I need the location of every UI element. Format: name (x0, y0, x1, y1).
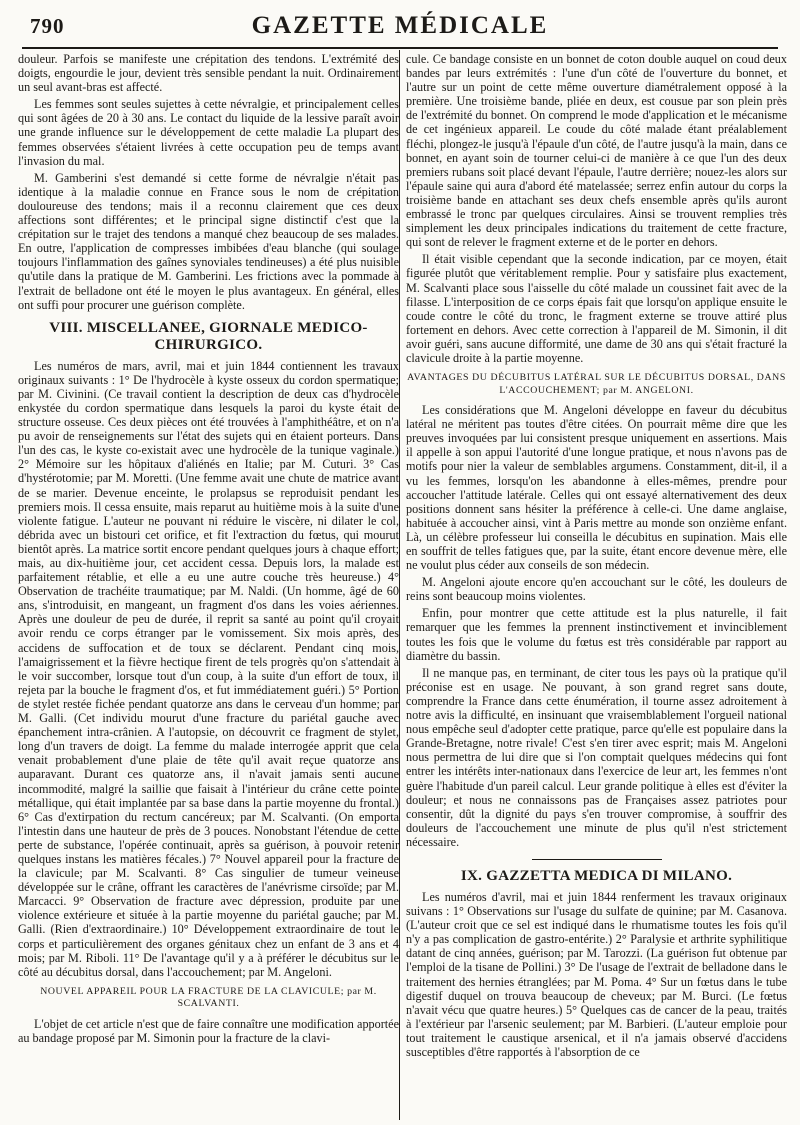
page-header (22, 6, 778, 46)
paragraph: M. Gamberini s'est demandé si cette forme de névralgie n'était pas identique à la maladie connue en France sous le nom de crépitation douloureuse des tendons; mais il a reconnu clairement que ces deux affections sont différentes; et le principal signe distinctif c'est que la crépitation sur le trajet des tendons a manqué chez beaucoup de ses malades. En outre, l'application de compresses imbibées d'eau blanche (qui soulage toujours l'inflammation des gaînes synoviales tendineuses) a été plus nuisible qu'utile dans la pratique de M. Gamberini. Les frictions avec la pommade à l'extrait de belladone ont été le moyen le plus avantageux. En général, elles ont suffi pour procurer une guérison complète. (18, 170, 399, 312)
right-column (406, 52, 787, 1120)
section-title: VIII. MISCELLANEE, GIORNALE MEDICO-CHIRURGICO. (49, 319, 368, 353)
paragraph: L'objet de cet article n'est que de faire connaître une modification apportée au bandage proposé par M. Simonin pour la fracture de la clavi- (18, 1016, 399, 1045)
page-number: 790 (30, 14, 65, 38)
header-rule (22, 47, 778, 49)
journal-title: GAZETTE MÉDICALE (251, 12, 549, 39)
paragraph: Il était visible cependant que la seconde indication, par ce moyen, était figurée plutôt que véritablement remplie. Pour y satisfaire plus exactement, M. Scalvanti place sous l'aisselle du côté malade un coussinet fait avec de la filasse. L'interposition de ce corps épais fait que lorsqu'on applique ensuite le coude contre le côté du tronc, le fragment externe se trouve attiré plus fortement en dehors. Avec cette correction à l'appareil de M. Simonin, il dit avoir guéri, sans aucune difformité, une dame de 30 ans qui s'était fracturé la clavicule droite à la partie moyenne. (406, 252, 787, 365)
paragraph: Les numéros de mars, avril, mai et juin 1844 contiennent les travaux originaux suivants : 1° De l'hydrocèle à kyste osseux du cordon spermatique; par M. Civinini. (Ce travail contient la description de deux cas d'hydrocèle enkystée du cordon spermatique dans lesquels la paroi du kyste était de structure osseuse. Ces deux pièces ont été trouvées à l'amphithéâtre, et on n'a pu avoir de renseignements sur l'état des sujets qui en étaient porteurs. Dans l'un des cas, le kyste co-existait avec une hydrocèle de la tunique vaginale.) 2° Mémoire sur les hôpitaux d'aliénés en Italie; par M. Cuturi. 3° Cas d'hystérotomie; par M. Moretti. (Une femme avait une chute de matrice avant de se marier. Devenue enceinte, le prolapsus se reproduisit pendant les premiers mois. Il cessa ensuite, mais reparut au huitième mois à la suite d'une violente fatigue. L'auteur ne pouvant ni réduire le viscère, ni dilater le col, débrida avec un bistouri cet orifice, et fit l'extraction du fœtus, qui mourut bientôt après. La matrice sortit encore pendant quelques jours à chaque effort; mais, au dix-huitième jour, cet accident cessa. Depuis lors, la malade est parfaitement rétablie, et elle a eu une autre couche très heureuse.) 4° Observation de trachéite traumatique; par M. Naldi. (Un homme, âgé de 60 ans, s'introduisit, en mangeant, un fragment d'os dans les voies aériennes. Après une douleur de peu de durée, il reprit sa santé au point qu'il croyait avoir rendu ce corps étranger par le vomissement. Six mois après, des accidens de suffocation et de toux se déclarent. Pendant cinq mois, l'amaigrissement et la fièvre hectique firent de tels progrès qu'on s'attendait à le voir succomber, lorsque tout d'un coup, à la suite d'un effort de toux, il rejeta par la bouche le fragment d'os, et fut immédiatement guéri.) 5° Portion de stylet restée fichée pendant quatorze ans dans le cerveau d'un homme; par M. Galli. (Cet individu mourut d'une fracture du pariétal gauche avec épanchement intra-crânien. A l'autopsie, on découvrit ce fragment de stylet, long d'un travers de doigt. La femme du malade interrogée apprit que cela venait probablement d'une plaie de tête qu'il avait reçue quatorze ans auparavant. Durant ces quatorze ans, il n'avait jamais senti aucune incommodité, malgré la saillie que faisait à l'intérieur du crâne cette pointe métallique, qui était implantée par sa base dans la partie moyenne du frontal.) 6° Cas d'extirpation du rectum cancéreux; par M. Scalvanti. (On emporta l'intestin dans une hauteur de près de 3 pouces. Nonobstant l'étendue de cette perte de substance, l'opérée continuait, après sa guérison, à pouvoir retenir quelques instans les matières fécales.) 7° Nouvel appareil pour la fracture de la clavicule; par M. Scalvanti. 8° Cas singulier de tumeur veineuse développée sur le crâne, offrant les caractères de l'anévrisme cirsoïde; par M. Marcacci. 9° Observation de fracture avec dépression, produite par une violence extérieure et située à la partie moyenne du pariétal gauche; par M. Galli. (Rien d'extraordinaire.) 10° Développement extraordinaire de tout le corps et particulièrement des organes génitaux chez un enfant de 3 ans et 4 mois; par M. Riboli. 11° De l'avantage qu'il y a à préférer le décubitus sur le côté au décubitus dorsal, dans l'accouchement; par M. Angeloni. (18, 358, 399, 979)
paragraph: M. Angeloni ajoute encore qu'en accouchant sur le côté, les douleurs de reins sont beaucoup moins violentes. (406, 575, 787, 604)
section-title: IX. GAZZETTA MEDICA DI MILANO. (460, 867, 733, 884)
paragraph: Les considérations que M. Angeloni développe en faveur du décubitus latéral ne méritent pas toutes d'être citées. On pourrait même dire que les preuves invoquées par lui consistent presque uniquement en assertions. Mais il appelle à son appui l'autorité d'une longue pratique, et nous n'avons pas de motifs pour nier la valeur de semblables argumens. Constamment, dit-il, il a vu les femmes, lorsqu'on les abandonne à elles-mêmes, prendre pour accoucher l'attitude latérale. Celles qui ont essayé alternativement des deux positions donnent sans hésiter la préférence à celle-ci. Une dame anglaise, habituée à accoucher ainsi, vint à Paris mettre au monde son onzième enfant. Là, un célèbre professeur lui conseilla le décubitus en supination. Mais elle en souffrit de telles fatigues que, par la suite, étant encore devenue mère, elle ne voulut plus céder aux conseils de son médecin. (406, 403, 787, 573)
paragraph: Les numéros d'avril, mai et juin 1844 renferment les travaux originaux suivans : 1° Observations sur l'usage du sulfate de quinine; par M. Casanova. (L'auteur croit que ce sel est indiqué dans le rhumatisme toutes les fois qu'il n'y a pas complication de gastro-entérite.) 2° Paralysie et arthrite syphilitique datant de cinq années, guérison; par M. Tarozzi. (La guérison fut obtenue par l'emploi de la tisane de Pollini.) 3° De l'usage de l'extrait de belladone dans le traitement des hernies étranglées; par M. Poma. 4° Sur un fœtus dans le tube digestif duquel on trouva beaucoup de cheveux; par M. Burci. (Le fœtus n'avait vécu que quatre heures.) 5° Quelques cas de cancer de la peau, traités à l'extérieur par l'arsenic seulement; par M. Barbieri. (L'auteur emploie pour tout traitement le caustique arsenical, et il n'a jamais observé d'accidens susceptibles d'être rapportés à l'absorption de ce (406, 889, 787, 1059)
section-separator (532, 859, 662, 860)
subsection-heading: NOUVEL APPAREIL POUR LA FRACTURE DE LA CLAVICULE; par M. SCALVANTI. (40, 985, 377, 1010)
left-column (18, 52, 399, 1120)
subsection-heading: AVANTAGES DU DÉCUBITUS LATÉRAL SUR LE DÉCUBITUS DORSAL, DANS L'ACCOUCHEMENT; par M. ANGELONI. (407, 372, 786, 396)
paragraph: Enfin, pour montrer que cette attitude est la plus naturelle, il fait remarquer que les femmes la prennent instinctivement et invinciblement toutes les fois que le volume du fœtus est très considérable par rapport au diamètre du bassin. (406, 606, 787, 663)
paragraph: Les femmes sont seules sujettes à cette névralgie, et principalement celles qui sont âgées de 20 à 30 ans. Le contact du liquide de la lessive paraît avoir une grande influence sur le développement de cette maladie La plupart des femmes observées s'étaient livrées à cette occupation peu de temps avant l'invasion du mal. (18, 97, 399, 168)
paragraph: cule. Ce bandage consiste en un bonnet de coton double auquel on coud deux bandes par leurs extrémités : l'une d'un côté de l'ouverture du bonnet, et l'autre sur un point de cette même ouverture diamétralement opposé à la première. Une troisième bande, pliée en deux, est cousue par son plein près de l'extrémité du bonnet. On comprend le mode d'application et le mécanisme de cet ingénieux appareil. Le coude du côté malade étant préalablement fléchi, plongez-le jusqu'à l'épaule d'un côté, de l'autre jusqu'à la main, dans ce bonnet, en ayant soin de tourner celui-ci de manière à ce que l'un des deux premiers rubans soit placé devant l'épaule, l'autre derrière; nouez-les alors sur l'épaule saine qui aura d'abord été matelassée; serrez enfin autour du corps la troisième bande en attachant ses deux chefs ensemble après qu'ils auront embrassé le tronc par quelques circulaires. Ainsi se trouvent remplies très simplement les deux principales indications du traitement de cette fracture, qui sont de relever le fragment externe et de le porter en dehors. (406, 52, 787, 250)
paragraph: Il ne manque pas, en terminant, de citer tous les pays où la pratique qu'il préconise est en usage. Ne pouvant, à son grand regret sans doute, comprendre la France dans cette énumération, il tourne assez adroitement à notre avis la difficulté, en insinuant que vraisemblablement l'orgueil national nous empêche seul d'adopter cette pratique, parce qu'elle est populaire dans la Grande-Bretagne, notre rivale! C'est s'en tirer avec esprit; mais M. Angeloni nous permettra de lui dire que si l'on comptait quelques médecins qui font entrer les intérêts inter-nationaux dans l'exercice de leur art, les femmes n'ont guère l'habitude d'un pareil calcul. Leur grande politique à elles est d'éviter la douleur; et nous ne connaissons pas de Françaises assez patriotes pour consentir, dût la dignité du pays s'en trouver compromise, à souffrir des douleurs de l'accouchement une minute de plus qu'il n'est strictement nécessaire. (406, 665, 787, 849)
column-divider (399, 50, 400, 1120)
paragraph: douleur. Parfois se manifeste une crépitation des tendons. L'extrémité des doigts, engourdie le jour, devient très sensible pendant la nuit. Ordinairement un seul avant-bras est affecté. (18, 52, 399, 95)
